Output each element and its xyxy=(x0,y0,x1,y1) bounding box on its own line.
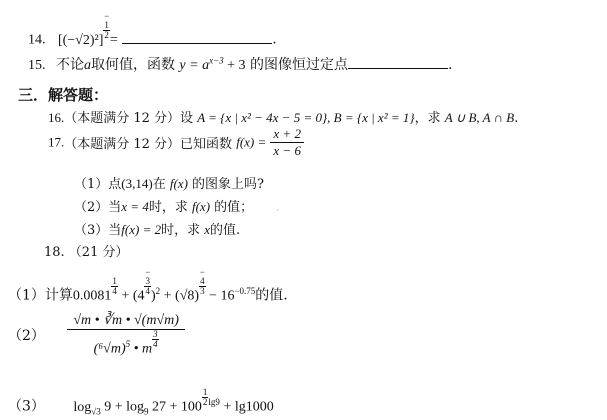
q18-part-2: （2） √m • ∛m • √(m√m) $(^6√m)^5$ • m $\frac{3}{4}$ xyxy=(8,312,185,358)
q14-expression: [(−√2)²] xyxy=(57,32,104,48)
q15-number: 15. xyxy=(28,58,46,73)
question-16: 16.（本题满分 12 分）设 A = {x | x² − 4x − 5 = 0}, B = {x | x² = 1}，求 A ∪ B, A ∩ B. xyxy=(48,110,519,126)
q17-fraction: $\frac{x + 2}{x - 6}$ xyxy=(270,126,304,159)
q18-part-3: （3） $\log_{√3} 9 + \log_9 27 + 100$ $\frac{1}{2}$ $^{lg9}$ + lg1000 xyxy=(8,387,274,417)
q17-part-1: （1）点(3,14)在 f(x) 的图象上吗? xyxy=(74,176,265,192)
q15-answer-blank[interactable] xyxy=(348,68,448,69)
q15-function: y = a xyxy=(179,58,210,73)
q16-sets: A = {x | x² − 4x − 5 = 0}, B = {x | x² = 1} xyxy=(197,110,415,125)
question-17: 17.（本题满分 12 分）已知函数 f(x) = $\frac{x + 2}{x - 6}$ xyxy=(48,126,304,159)
question-18-header: 18. （21 分） xyxy=(44,245,129,260)
q18-part-1: （1）计算0.0081 $\frac{1}{4}$ + (4− 3 4 )$^2$ + (√8)− 4 3 − $16^{-0.75}$的值. xyxy=(8,267,288,304)
question-15: 15. 不论a取何值，函数 $y = a^{x-3} + 3$ 的图像恒过定点 . xyxy=(28,55,453,73)
q18-p2-fraction: √m • ∛m • √(m√m) $(^6√m)^5$ • m $\frac{3}{4}$ xyxy=(67,312,185,358)
section-title: 三．解答题： xyxy=(18,86,109,104)
q14-exponent: − 1 2 xyxy=(104,11,110,40)
q17-part-2: （2）当x = 4时，求 f(x) 的值； . xyxy=(74,199,280,215)
q14-answer-blank[interactable] xyxy=(122,43,272,44)
q17-part-3: （3）当f(x) = 2时，求 x的值. xyxy=(74,222,241,238)
q14-number: 14. xyxy=(28,32,46,48)
question-14: 14. [(−√2)²]− 1 2 = . xyxy=(28,11,277,48)
